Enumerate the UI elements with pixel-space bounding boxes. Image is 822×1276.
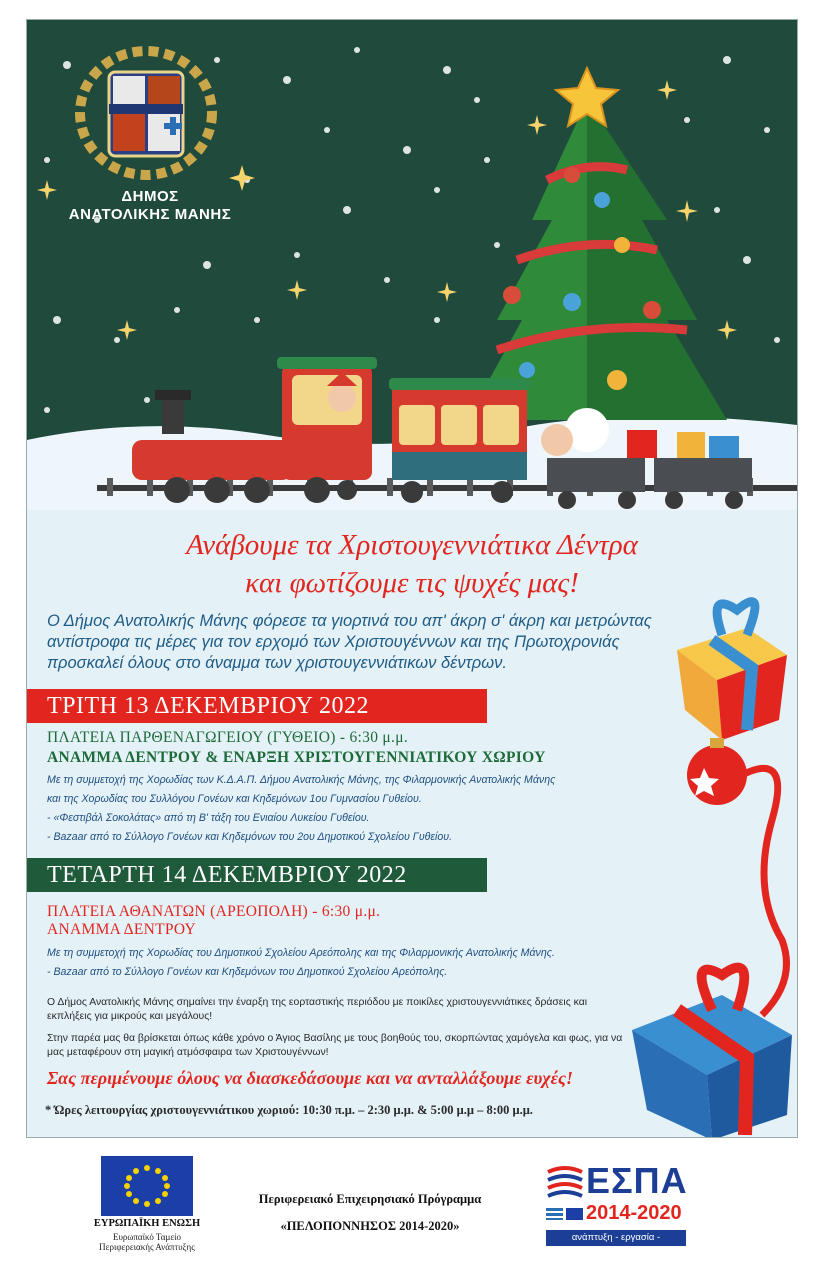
event-2-detail-2: - Bazaar από το Σύλλογο Γονέων και Κηδεμόνων του Δημοτικού Σχολείου Αρεόπολης. bbox=[47, 966, 448, 978]
eu-fund-line-2: Περιφερειακής Ανάπτυξης bbox=[99, 1242, 195, 1252]
intro-paragraph: Ο Δήμος Ανατολικής Μάνης φόρεσε τα γιορτινά του απ' άκρη σ' άκρη και μετρώντας αντίστροφα τις μέρες για τον ερχομό των Χριστουγέννων και της Πρωτοχρονιάς προσκαλεί όλους στο άναμμα των χριστουγεννιάτικων δέντρων. bbox=[47, 612, 652, 672]
event-1-details bbox=[47, 771, 667, 847]
espa-word: ΕΣΠΑ bbox=[586, 1160, 688, 1201]
event-1-detail-1: Με τη συμμετοχή της Χορωδίας των Κ.Δ.Α.Π. Δήμου Ανατολικής Μάνης, της Φιλαρμονικής Ανατολικής Μάνης bbox=[47, 774, 556, 786]
headline-line-1: Ανάβουμε τα Χριστουγεννιάτικα Δέντρα bbox=[186, 529, 638, 561]
event-1-title: ΑΝΑΜΜΑ ΔΕΝΤΡΟΥ & ΕΝΑΡΞΗ ΧΡΙΣΤΟΥΓΕΝΝΙΑΤΙΚΟΥ ΧΩΡΙΟΥ bbox=[47, 749, 546, 766]
eu-fund bbox=[72, 1232, 222, 1252]
espa-tagline: ανάπτυξη - εργασία - αλληλεγγύη bbox=[546, 1230, 686, 1246]
programme-line-2: «ΠΕΛΟΠΟΝΝΗΣΟΣ 2014-2020» bbox=[280, 1219, 460, 1233]
event-2-venue: ΠΛΑΤΕΙΑ ΑΘΑΝΑΤΩΝ (ΑΡΕΟΠΟΛΗ) - 6:30 μ.μ. bbox=[47, 903, 381, 920]
programme-line-1: Περιφερειακό Επιχειρησιακό Πρόγραμμα bbox=[258, 1192, 482, 1206]
info-paragraph-2: Στην παρέα μας θα βρίσκεται όπως κάθε χρόνο ο Άγιος Βασίλης με τους βοηθούς του, σκορπώντας χαμόγελα και φως, για να μας μεταφέρουν στη μαγική ατμόσφαιρα των Χριστουγέννων! bbox=[47, 1033, 623, 1058]
operational-programme bbox=[230, 1186, 510, 1240]
municipality-name bbox=[55, 188, 245, 224]
event-1-date-banner: ΤΡΙΤΗ 13 ΔΕΚΕΜΒΡΙΟΥ 2022 bbox=[27, 689, 487, 723]
closing-invitation: Σας περιμένουμε όλους να διασκεδάσουμε και να ανταλλάξουμε ευχές! bbox=[47, 1068, 574, 1088]
poster bbox=[26, 19, 798, 1138]
event-1-detail-4: - Bazaar από το Σύλλογο Γονέων και Κηδεμόνων του 2ου Δημοτικού Σχολείου Γυθείου. bbox=[47, 831, 453, 843]
event-1-detail-3: - «Φεστιβάλ Σοκολάτας» από τη Β' τάξη του Ενιαίου Λυκείου Γυθείου. bbox=[47, 812, 370, 824]
municipality-logo bbox=[80, 51, 212, 175]
espa-years: 2014-2020 bbox=[586, 1202, 682, 1224]
event-1-venue: ΠΛΑΤΕΙΑ ΠΑΡΘΕΝΑΓΩΓΕΙΟΥ (ΓΥΘΕΙΟ) - 6:30 μ.μ. bbox=[47, 729, 409, 746]
event-2-title: ΑΝΑΜΜΑ ΔΕΝΤΡΟΥ bbox=[47, 921, 197, 938]
municipality-line-1: ΔΗΜΟΣ bbox=[121, 188, 179, 205]
village-hours-note: * Ώρες λειτουργίας χριστουγεννιάτικου χωριού: 10:30 π.μ. – 2:30 μ.μ. & 5:00 μ.μ – 8:00 μ.μ. bbox=[45, 1103, 533, 1117]
event-2-date-banner: ΤΕΤΑΡΤΗ 14 ΔΕΚΕΜΒΡΙΟΥ 2022 bbox=[27, 858, 487, 892]
event-2-detail-1: Με τη συμμετοχή της Χορωδίας του Δημοτικού Σχολείου Αρεόπολης και της Φιλαρμονικής Ανατολικής Μάνης. bbox=[47, 947, 555, 959]
gift-box-top-icon bbox=[667, 580, 797, 740]
gift-box-bottom-icon bbox=[627, 940, 797, 1138]
funding-footer bbox=[0, 1140, 822, 1276]
headline-line-2: και φωτίζουμε τις ψυχές μας! bbox=[245, 567, 579, 599]
event-2-details bbox=[47, 944, 667, 982]
hero-illustration bbox=[27, 20, 797, 510]
espa-stripes-icon bbox=[546, 1164, 584, 1204]
municipality-line-2: ΑΝΑΤΟΛΙΚΗΣ ΜΑΝΗΣ bbox=[68, 206, 232, 223]
eu-flag-icon bbox=[101, 1156, 193, 1216]
eu-title: ΕΥΡΩΠΑΪΚΗ ΕΝΩΣΗ bbox=[93, 1218, 201, 1229]
train-and-tree-illustration bbox=[27, 20, 797, 510]
eu-fund-line-1: Ευρωπαϊκό Ταμείο bbox=[112, 1232, 182, 1242]
greece-eu-flags-icon bbox=[546, 1206, 584, 1224]
espa-logo bbox=[546, 1160, 688, 1259]
info-paragraph-1: Ο Δήμος Ανατολικής Μάνης σημαίνει την έναρξη της εορταστικής περιόδου με ποικίλες χριστουγεννιάτικες δράσεις και εκπλήξεις για μικρούς και μεγάλους! bbox=[47, 997, 588, 1022]
event-1-detail-2: και της Χορωδίας του Συλλόγου Γονέων και Κηδεμόνων 1ου Γυμνασίου Γυθείου. bbox=[47, 793, 422, 805]
